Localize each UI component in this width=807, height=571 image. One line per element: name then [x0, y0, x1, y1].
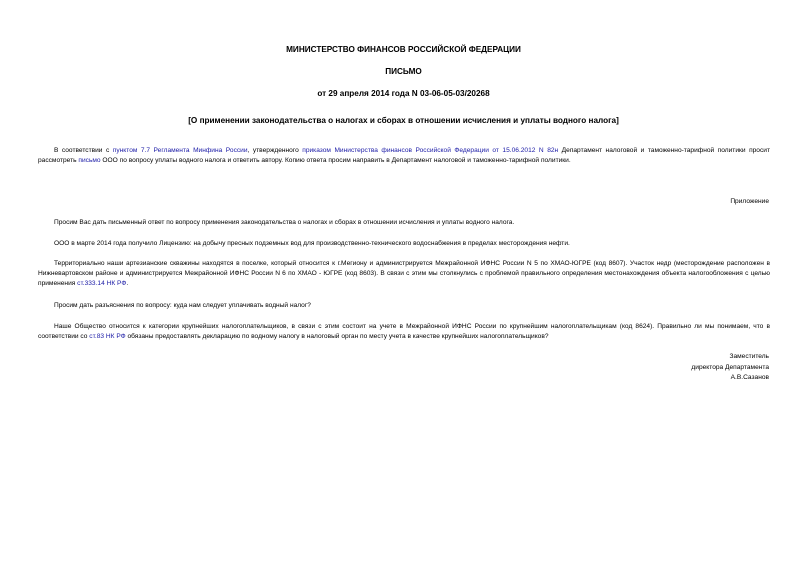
intro-text-3: Департамент налоговой и таможенно-тарифной политики просит рассмотреть: [38, 147, 770, 164]
signature-title-2: директора Департамента: [691, 363, 769, 371]
regulation-link[interactable]: пунктом 7.7 Регламента Минфина России: [112, 147, 248, 154]
paragraph-location-text-1: Территориально наши артезианские скважины находятся в поселке, который относится к г.Мегиону и администрируется Межрайонной ИФНС России N 5 по ХМАО-ЮГРЕ (код 8607). Участок недр (месторождение расположен в Нижневартовском районе и администрируется Межрайонной ИФНС России N 6 по ХМАО - ЮГРЕ (код 8603). В связи с этим мы столкнулись с проблемой правильного определения местонахождения объекта налогообложения с целью применения: [38, 260, 770, 287]
appendix-label: Приложение: [730, 198, 769, 205]
paragraph-location-text-2: .: [126, 280, 129, 287]
paragraph-largest-taxpayer: [38, 322, 770, 342]
intro-text-1: В соответствии с: [54, 147, 113, 154]
paragraph-question-text: Просим дать разъяснения по вопросу: куда нам следует уплачивать водный налог?: [54, 302, 311, 309]
signature-title-1: Заместитель: [729, 353, 769, 360]
document-date-number: от 29 апреля 2014 года N 03-06-05-03/20268: [317, 89, 490, 98]
paragraph-largest-taxpayer-text-1: Наше Общество относится к категории крупнейших налогоплательщиков, в связи с этим состоит на учете в Межрайонной ИФНС России по крупнейшим налогоплательщикам (код 8624). Правильно ли мы понимаем, что в соответствии со: [38, 323, 770, 340]
document-subject: [О применении законодательства о налогах и сборах в отношении исчисления и уплаты водного налога]: [188, 116, 619, 125]
intro-text-2: , утвержденного: [247, 147, 303, 154]
letter-link[interactable]: письмо: [78, 157, 101, 164]
article-333-14-link[interactable]: ст.333.14 НК РФ: [77, 280, 127, 287]
signature-name: А.В.Сазанов: [730, 374, 769, 381]
article-83-link[interactable]: ст.83 НК РФ: [89, 333, 126, 340]
signature-block: [691, 352, 769, 384]
paragraph-license: [38, 239, 770, 249]
paragraph-request-text: Просим Вас дать письменный ответ по вопросу применения законодательства о налогах и сборах в отношении исчисления и уплаты водного налога.: [54, 219, 515, 226]
paragraph-location: [38, 259, 770, 289]
document-type: ПИСЬМО: [385, 67, 422, 76]
paragraph-largest-taxpayer-text-2: обязаны предоставлять декларацию по водному налогу в налоговый орган по месту учета в качестве крупнейших налогоплательщиков?: [125, 333, 549, 340]
paragraph-question: [38, 301, 770, 311]
paragraph-license-text: ООО в марте 2014 года получило Лицензию: на добычу пресных подземных вод для производственно-технического водоснабжения в пределах месторождения нефти.: [54, 240, 570, 247]
intro-paragraph: [38, 146, 770, 166]
order-link[interactable]: приказом Министерства финансов Российской Федерации от 15.06.2012 N 82н: [302, 147, 559, 154]
paragraph-request: [38, 218, 770, 228]
ministry-heading: МИНИСТЕРСТВО ФИНАНСОВ РОССИЙСКОЙ ФЕДЕРАЦИИ: [286, 45, 521, 54]
intro-text-4: ООО по вопросу уплаты водного налога и ответить автору. Копию ответа просим направить в Департамент налоговой и таможенно-тарифной политики.: [100, 157, 571, 164]
